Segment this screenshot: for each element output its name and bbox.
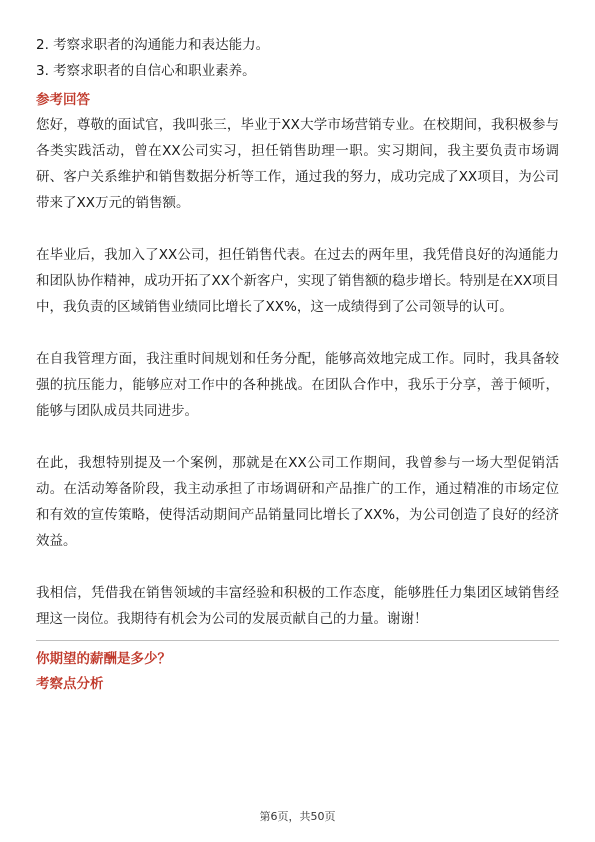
document-page xyxy=(36,32,559,697)
page-footer: 第6页，共50页 xyxy=(259,810,336,823)
answer-heading: 参考回答 xyxy=(36,92,90,108)
paragraph-gap xyxy=(36,424,559,450)
question-title: 你期望的薪酬是多少？ xyxy=(36,651,171,667)
answer-paragraph-5: 我相信，凭借我在销售领域的丰富经验和积极的工作态度，能够胜任力集团区域销售经理这一岗位。我期待有机会为公司的发展贡献自己的力量。谢谢！ xyxy=(36,585,559,627)
list-item-2: 2. 考察求职者的沟通能力和表达能力。 xyxy=(36,37,270,53)
section-divider xyxy=(36,640,559,641)
paragraph-gap xyxy=(36,320,559,346)
answer-paragraph-1: 您好，尊敬的面试官，我叫张三，毕业于XX大学市场营销专业。在校期间，我积极参与各类实践活动，曾在XX公司实习，担任销售助理一职。实习期间，我主要负责市场调研、客户关系维护和销售数据分析等工作，通过我的努力，成功完成了XX项目，为公司带来了XX万元的销售额。 xyxy=(36,117,559,211)
answer-paragraph-4: 在此，我想特别提及一个案例，那就是在XX公司工作期间，我曾参与一场大型促销活动。在活动筹备阶段，我主动承担了市场调研和产品推广的工作，通过精准的市场定位和有效的宣传策略，使得活动期间产品销量同比增长了XX%，为公司创造了良好的经济效益。 xyxy=(36,455,559,549)
answer-paragraph-3: 在自我管理方面，我注重时间规划和任务分配，能够高效地完成工作。同时，我具备较强的抗压能力，能够应对工作中的各种挑战。在团队合作中，我乐于分享，善于倾听，能够与团队成员共同进步。 xyxy=(36,351,559,419)
analysis-heading: 考察点分析 xyxy=(36,676,104,692)
paragraph-gap xyxy=(36,554,559,580)
list-item-3: 3. 考察求职者的自信心和职业素养。 xyxy=(36,63,256,79)
answer-paragraph-2: 在毕业后，我加入了XX公司，担任销售代表。在过去的两年里，我凭借良好的沟通能力和团队协作精神，成功开拓了XX个新客户，实现了销售额的稳步增长。特别是在XX项目中，我负责的区域销售业绩同比增长了XX%，这一成绩得到了公司领导的认可。 xyxy=(36,247,559,315)
paragraph-gap xyxy=(36,216,559,242)
